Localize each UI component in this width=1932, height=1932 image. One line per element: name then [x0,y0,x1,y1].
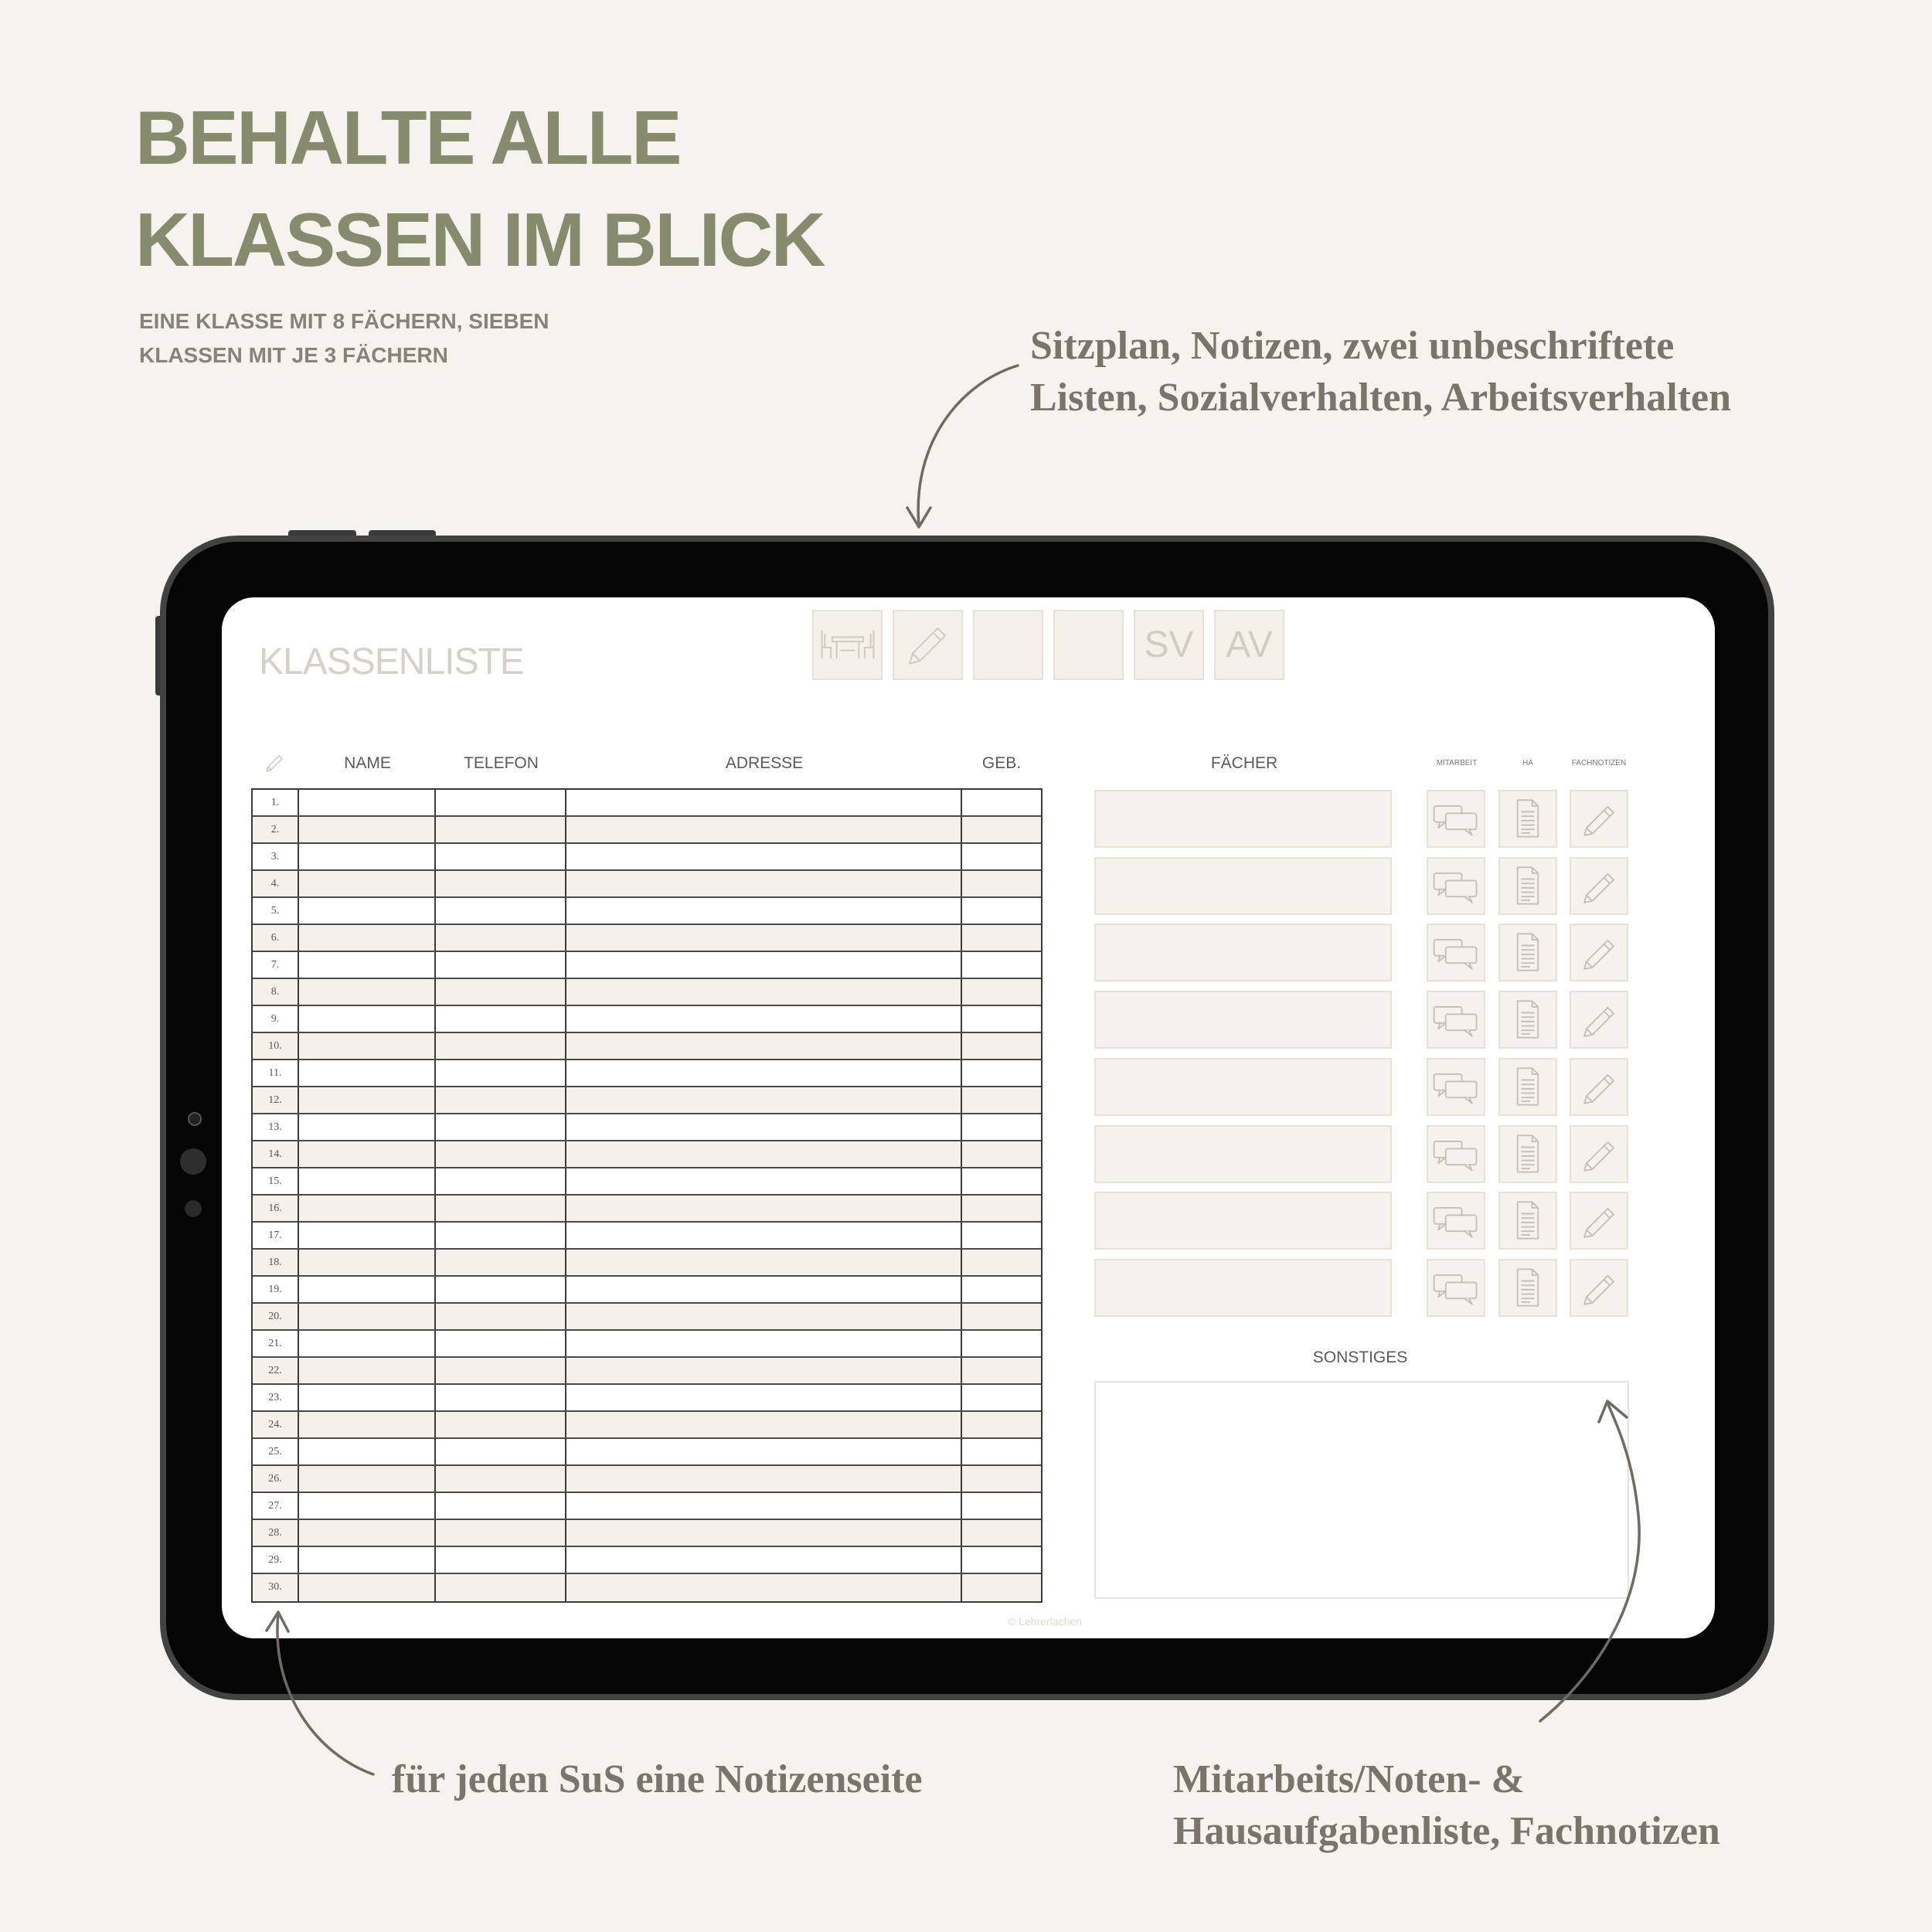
birthday-cell[interactable] [962,898,1041,923]
row-number: 13. [253,1114,299,1140]
mitarbeit-button[interactable] [1427,790,1485,848]
row-number: 11. [253,1060,299,1086]
document-icon [1500,992,1556,1047]
table-row [253,1114,1041,1141]
name-cell[interactable] [299,817,436,842]
table-row [253,1547,1041,1574]
row-number: 27. [253,1493,299,1519]
birthday-cell[interactable] [962,1006,1041,1032]
seating-plan-icon [815,612,881,679]
column-header-birthday: GEB. [981,754,1022,772]
document-icon [1500,1260,1556,1315]
row-number: 16. [253,1196,299,1221]
name-cell[interactable] [299,925,436,951]
address-cell[interactable] [566,1439,962,1464]
subjects-list [1094,790,1635,1331]
fachnotizen-button[interactable] [1570,1058,1628,1116]
row-number: 4. [253,871,299,896]
address-cell[interactable] [566,1087,962,1113]
phone-cell[interactable] [436,1141,566,1167]
row-number: 12. [253,1087,299,1113]
pencil-icon [1571,1260,1627,1315]
name-cell[interactable] [299,1087,436,1113]
arrow-top [907,366,1018,527]
mitarbeit-button[interactable] [1427,1192,1485,1250]
table-row [253,817,1041,844]
name-cell[interactable] [299,1168,436,1194]
homework-column-label: HA [1522,759,1533,767]
row-number: 9. [253,1006,299,1032]
annotation-bottom-left [392,1753,923,1805]
row-number: 5. [253,898,299,923]
birthday-cell[interactable] [962,1466,1041,1492]
speech-bubbles-icon [1428,1193,1484,1248]
table-row [253,1304,1041,1331]
address-cell[interactable] [566,1520,962,1546]
table-row [253,1223,1041,1250]
student-table [251,788,1043,1603]
annotation-line: Mitarbeits/Noten- & [1173,1757,1525,1801]
address-cell[interactable] [566,925,962,951]
subject-field[interactable] [1094,857,1392,915]
birthday-cell[interactable] [962,844,1041,869]
table-row [253,1277,1041,1304]
ha-button[interactable] [1498,790,1557,848]
phone-cell[interactable] [436,1087,566,1113]
address-cell[interactable] [566,1033,962,1059]
phone-cell[interactable] [436,1412,566,1437]
address-cell[interactable] [566,1331,962,1356]
phone-cell[interactable] [436,1250,566,1275]
name-cell[interactable] [299,979,436,1005]
phone-cell[interactable] [436,1060,566,1086]
subject-row [1094,1058,1635,1116]
row-number: 10. [253,1033,299,1059]
fachnotizen-button[interactable] [1570,1125,1628,1183]
phone-cell[interactable] [436,871,566,896]
birthday-cell[interactable] [962,1385,1041,1410]
birthday-cell[interactable] [962,1520,1041,1546]
row-number: 1. [253,790,299,815]
speech-bubbles-icon [1428,1060,1484,1114]
ha-button[interactable] [1498,1125,1557,1183]
name-cell[interactable] [299,1250,436,1275]
name-cell[interactable] [299,844,436,869]
fachnotizen-button[interactable] [1570,923,1628,981]
speech-bubbles-icon [1428,859,1484,913]
notes-label: SONSTIGES [1312,1349,1408,1366]
name-cell[interactable] [299,1304,436,1329]
address-cell[interactable] [566,817,962,842]
birthday-cell[interactable] [962,979,1041,1005]
phone-cell[interactable] [436,1033,566,1059]
name-cell[interactable] [299,1114,436,1140]
phone-cell[interactable] [436,817,566,842]
subject-notes-column-label: FACHNOTIZEN [1571,759,1627,767]
row-number: 26. [253,1466,299,1492]
table-row [253,790,1041,817]
birthday-cell[interactable] [962,1358,1041,1383]
birthday-cell[interactable] [962,1547,1041,1573]
table-row [253,1574,1041,1601]
ha-button[interactable] [1498,1058,1557,1116]
subject-row [1094,1259,1635,1317]
birthday-cell[interactable] [962,1574,1041,1601]
name-cell[interactable] [299,1547,436,1573]
phone-cell[interactable] [436,1547,566,1573]
tablet-screen [222,597,1715,1638]
speech-bubbles-icon [1428,1127,1484,1182]
birthday-cell[interactable] [962,790,1041,815]
birthday-cell[interactable] [962,1196,1041,1221]
hero-subtitle-line-2: KLASSEN MIT JE 3 FÄCHERN [139,343,448,367]
phone-cell[interactable] [436,1277,566,1302]
birthday-cell[interactable] [962,817,1041,842]
birthday-cell[interactable] [962,1277,1041,1302]
birthday-cell[interactable] [962,1412,1041,1437]
address-cell[interactable] [566,1250,962,1275]
row-number: 14. [253,1141,299,1167]
phone-cell[interactable] [436,1385,566,1410]
notes-field[interactable] [1094,1381,1629,1599]
birthday-cell[interactable] [962,1060,1041,1086]
mitarbeit-button[interactable] [1427,1259,1485,1317]
address-cell[interactable] [566,979,962,1005]
hero-subtitle-line-1: EINE KLASSE MIT 8 FÄCHERN, SIEBEN [139,309,549,333]
address-cell[interactable] [566,1574,962,1601]
pencil-icon [1571,992,1627,1047]
document-icon [1500,1060,1556,1114]
name-cell[interactable] [299,1385,436,1410]
name-cell[interactable] [299,898,436,923]
annotation-top-right [1030,320,1731,423]
subject-field[interactable] [1094,1125,1392,1183]
number-column-header [253,750,299,777]
annotation-bottom-right [1173,1753,1720,1857]
fachnotizen-button[interactable] [1570,790,1628,848]
annotation-line: Sitzplan, Notizen, zwei unbeschriftete [1030,324,1675,368]
sensor-icon [180,1148,206,1175]
subject-row [1094,790,1635,848]
column-header-address: ADRESSE [725,754,804,772]
speech-bubbles-icon [1428,791,1484,846]
column-header-phone: TELEFON [464,754,539,772]
phone-cell[interactable] [436,844,566,869]
tab-seating-plan[interactable] [812,610,883,680]
row-number: 3. [253,844,299,869]
name-cell[interactable] [299,1196,436,1221]
tab-sv[interactable]: SV [1134,610,1204,680]
birthday-cell[interactable] [962,871,1041,896]
copyright: © Lehrerlachen [1008,1615,1082,1628]
name-cell[interactable] [299,790,436,815]
phone-cell[interactable] [436,1493,566,1519]
address-cell[interactable] [566,1547,962,1573]
sensor-icon [185,1200,202,1217]
address-cell[interactable] [566,1493,962,1519]
name-cell[interactable] [299,1466,436,1492]
fachnotizen-button[interactable] [1570,1192,1628,1250]
table-row [253,1493,1041,1520]
table-row [253,1412,1041,1439]
table-row [253,898,1041,925]
birthday-cell[interactable] [962,925,1041,951]
address-cell[interactable] [566,1060,962,1086]
birthday-cell[interactable] [962,1033,1041,1059]
address-cell[interactable] [566,790,962,815]
address-cell[interactable] [566,1304,962,1329]
subject-row [1094,923,1635,981]
phone-cell[interactable] [436,1196,566,1221]
address-cell[interactable] [566,1196,962,1221]
row-number: 28. [253,1520,299,1546]
phone-cell[interactable] [436,1574,566,1601]
phone-cell[interactable] [436,1223,566,1248]
row-number: 23. [253,1385,299,1410]
subject-row [1094,1192,1635,1250]
table-header [253,750,1041,777]
subject-field[interactable] [1094,1259,1392,1317]
phone-cell[interactable] [436,952,566,978]
name-cell[interactable] [299,1439,436,1464]
birthday-cell[interactable] [962,1141,1041,1167]
phone-cell[interactable] [436,1520,566,1546]
table-row [253,1087,1041,1114]
table-row [253,1466,1041,1493]
table-row [253,1358,1041,1385]
name-cell[interactable] [299,952,436,978]
birthday-cell[interactable] [962,1331,1041,1356]
phone-cell[interactable] [436,925,566,951]
birthday-cell[interactable] [962,1439,1041,1464]
tab-list-1[interactable] [973,610,1043,680]
fachnotizen-button[interactable] [1570,1259,1628,1317]
table-row [253,1520,1041,1547]
document-icon [1500,925,1556,980]
name-cell[interactable] [299,1006,436,1032]
hero-title-line-1: BEHALTE ALLE [135,95,680,180]
table-row [253,871,1041,898]
row-number: 8. [253,979,299,1005]
birthday-cell[interactable] [962,1168,1041,1194]
pencil-icon [1571,791,1627,846]
address-cell[interactable] [566,1412,962,1437]
name-cell[interactable] [299,1223,436,1248]
name-cell[interactable] [299,1277,436,1302]
hero-title-line-2: KLASSEN IM BLICK [135,197,824,282]
row-number: 18. [253,1250,299,1275]
name-cell[interactable] [299,1033,436,1059]
subject-row [1094,1125,1635,1183]
phone-cell[interactable] [436,1168,566,1194]
annotation-line: Hausaufgabenliste, Fachnotizen [1173,1809,1720,1853]
page-title: KLASSENLISTE [259,641,524,682]
address-cell[interactable] [566,1385,962,1410]
annotation-line: für jeden SuS eine Notizenseite [392,1757,923,1801]
table-row [253,1196,1041,1223]
subject-field[interactable] [1094,790,1392,848]
subject-field[interactable] [1094,1192,1392,1250]
tab-list-2[interactable] [1053,610,1124,680]
fachnotizen-button[interactable] [1570,857,1628,915]
row-number: 22. [253,1358,299,1383]
phone-cell[interactable] [436,1304,566,1329]
row-number: 19. [253,1277,299,1302]
address-cell[interactable] [566,1358,962,1383]
ha-button[interactable] [1498,1192,1557,1250]
name-cell[interactable] [299,1412,436,1437]
row-number: 2. [253,817,299,842]
row-number: 29. [253,1547,299,1573]
pencil-icon [1571,1193,1627,1248]
row-number: 20. [253,1304,299,1329]
row-number: 17. [253,1223,299,1248]
address-cell[interactable] [566,1223,962,1248]
name-cell[interactable] [299,871,436,896]
row-number: 15. [253,1168,299,1194]
table-row [253,952,1041,979]
annotation-line: Listen, Sozialverhalten, Arbeitsverhalten [1030,376,1732,420]
row-number: 30. [253,1574,299,1601]
name-cell[interactable] [299,1574,436,1601]
table-row [253,1439,1041,1466]
birthday-cell[interactable] [962,1304,1041,1329]
pencil-icon [1571,925,1627,980]
phone-cell[interactable] [436,1358,566,1383]
speech-bubbles-icon [1428,992,1484,1047]
address-cell[interactable] [566,952,962,978]
name-cell[interactable] [299,1331,436,1356]
phone-cell[interactable] [436,898,566,923]
row-number: 6. [253,925,299,951]
document-icon [1500,791,1556,846]
subject-field[interactable] [1094,991,1392,1049]
mitarbeit-column-label: MITARBEIT [1436,759,1478,767]
fachnotizen-button[interactable] [1570,991,1628,1049]
table-row [253,1033,1041,1060]
pencil-icon [1571,1060,1627,1114]
phone-cell[interactable] [436,1006,566,1032]
address-cell[interactable] [566,1114,962,1140]
subject-row [1094,991,1635,1049]
subject-field[interactable] [1094,923,1392,981]
birthday-cell[interactable] [962,952,1041,978]
name-cell[interactable] [299,1493,436,1519]
phone-cell[interactable] [436,1466,566,1492]
pencil-icon [895,612,961,679]
document-icon [1500,1193,1556,1248]
phone-cell[interactable] [436,1439,566,1464]
address-cell[interactable] [566,1277,962,1302]
table-row [253,1141,1041,1168]
ha-button[interactable] [1498,1259,1557,1317]
name-cell[interactable] [299,1141,436,1167]
phone-cell[interactable] [436,979,566,1005]
birthday-cell[interactable] [962,1250,1041,1275]
row-number: 25. [253,1439,299,1464]
ha-button[interactable] [1498,923,1557,981]
row-number: 21. [253,1331,299,1356]
address-cell[interactable] [566,898,962,923]
table-row [253,925,1041,952]
navigation-tabs [812,610,1284,680]
phone-cell[interactable] [436,1331,566,1356]
table-row [253,844,1041,871]
tab-av[interactable]: AV [1214,610,1284,680]
address-cell[interactable] [566,1466,962,1492]
mitarbeit-button[interactable] [1427,1058,1485,1116]
name-cell[interactable] [299,1060,436,1086]
address-cell[interactable] [566,844,962,869]
subject-row [1094,857,1635,915]
speech-bubbles-icon [1428,1260,1484,1315]
document-icon [1500,859,1556,913]
birthday-cell[interactable] [962,1493,1041,1519]
table-row [253,1168,1041,1196]
address-cell[interactable] [566,1141,962,1167]
ha-button[interactable] [1498,991,1557,1049]
camera-icon [188,1112,202,1126]
birthday-cell[interactable] [962,1087,1041,1113]
phone-cell[interactable] [436,790,566,815]
address-cell[interactable] [566,1006,962,1032]
birthday-cell[interactable] [962,1223,1041,1248]
table-row [253,979,1041,1006]
mitarbeit-button[interactable] [1427,923,1485,981]
phone-cell[interactable] [436,1114,566,1140]
pencil-icon [1571,1127,1627,1182]
row-number: 24. [253,1412,299,1437]
address-cell[interactable] [566,1168,962,1194]
document-icon [1500,1127,1556,1182]
table-row [253,1385,1041,1412]
tab-notes[interactable] [893,610,963,680]
subject-field[interactable] [1094,1058,1392,1116]
mitarbeit-button[interactable] [1427,1125,1485,1183]
name-cell[interactable] [299,1520,436,1546]
address-cell[interactable] [566,871,962,896]
mitarbeit-button[interactable] [1427,991,1485,1049]
mitarbeit-button[interactable] [1427,857,1485,915]
table-row [253,1006,1041,1033]
table-row [253,1060,1041,1087]
subjects-label: FÄCHER [1210,754,1278,772]
column-header-name: NAME [344,754,391,772]
table-row [253,1331,1041,1358]
speech-bubbles-icon [1428,925,1484,980]
row-number: 7. [253,952,299,978]
table-row [253,1250,1041,1277]
ha-button[interactable] [1498,857,1557,915]
pencil-icon [1571,859,1627,913]
birthday-cell[interactable] [962,1114,1041,1140]
name-cell[interactable] [299,1358,436,1383]
